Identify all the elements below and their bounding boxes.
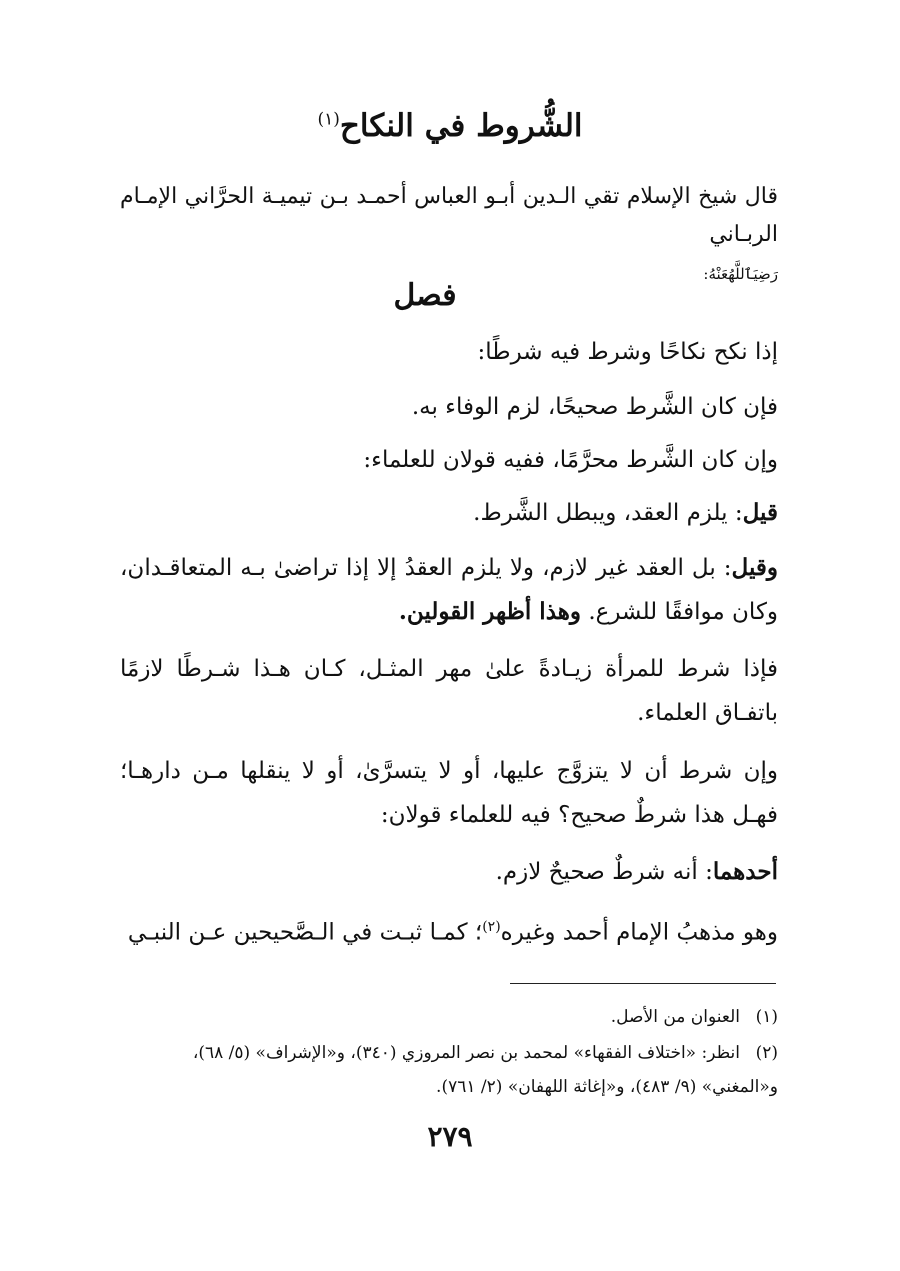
- paragraph-5-conclusion: وهذا أظهر القولين.: [398, 598, 582, 625]
- paragraph-5-label: وقيل: [731, 554, 778, 581]
- paragraph-9: [120, 905, 778, 955]
- footnote-divider: [510, 983, 776, 984]
- footnote-1: [120, 1000, 778, 1034]
- honorific: رَضِيَٱللَّهُعَنْهُ:: [703, 265, 778, 283]
- paragraph-4: [120, 491, 778, 535]
- paragraph-8: [120, 850, 778, 894]
- paragraph-2: فإن كان الشَّرط صحيحًا، لزم الوفاء به.: [411, 394, 778, 420]
- paragraph-5: [120, 546, 778, 634]
- footnote-1-number: (١): [755, 1007, 778, 1027]
- footnote-2-number: (٢): [755, 1043, 778, 1063]
- title-text: الشُّروط في النكاح: [339, 108, 583, 144]
- footnote-1-text: العنوان من الأصل.: [610, 1007, 740, 1027]
- paragraph-4-label: قيل: [742, 499, 778, 526]
- page-title: [0, 108, 900, 144]
- footnote-2-text: انظر: «اختلاف الفقهاء» لمحمد بن نصر المروزي (٣٤٠)، و«الإشراف» (٥/ ٦٨)، و«المغني» (٩/ ٤٨٣)، و«إغاثة اللهفان» (٢/ ٧٦١).: [192, 1043, 778, 1097]
- paragraph-8-label: أحدهما: [712, 858, 778, 885]
- title-footnote-ref: (١): [317, 109, 340, 130]
- paragraph-9-continuation: ؛ كمـا ثبـت في الـصَّحيحين عـن النبـي: [127, 919, 483, 946]
- footnote-2: [120, 1036, 778, 1104]
- intro-text: قال شيخ الإسلام تقي الـدين أبـو العباس أحمـد بـن تيميـة الحرَّاني الإمـام الربـاني: [120, 184, 778, 247]
- paragraph-7: وإن شرط أن لا يتزوَّج عليها، أو لا يتسرَّىٰ، أو لا ينقلها مـن دارهـا؛ فهـل هذا شرطٌ صحيح؟ فيه للعلماء قولان:: [120, 758, 778, 828]
- paragraph-9-footnote-ref: (٢): [482, 919, 501, 935]
- paragraph-3: وإن كان الشَّرط محرَّمًا، ففيه قولان للعلماء:: [363, 447, 778, 473]
- paragraph-8-text: : أنه شرطٌ صحيحٌ لازم.: [495, 859, 713, 885]
- page-number: ٢٧٩: [427, 1120, 473, 1153]
- paragraph-4-text: : يلزم العقد، ويبطل الشَّرط.: [473, 500, 743, 526]
- paragraph-6: فإذا شرط للمرأة زيـادةً علىٰ مهر المثـل، كـان هـذا شـرطًا لازمًا باتفـاق العلماء.: [120, 656, 778, 726]
- paragraph-9-text: وهو مذهبُ الإمام أحمد وغيره: [500, 919, 778, 946]
- paragraph-1: إذا نكح نكاحًا وشرط فيه شرطًا:: [477, 339, 778, 365]
- intro-paragraph: [120, 178, 778, 293]
- section-heading: فصل: [393, 278, 457, 313]
- paragraph-5-text: : بل العقد غير لازم، ولا يلزم العقدُ إلا إذا تراضىٰ بـه المتعاقـدان، وكان موافقًا للشرع.: [120, 555, 778, 625]
